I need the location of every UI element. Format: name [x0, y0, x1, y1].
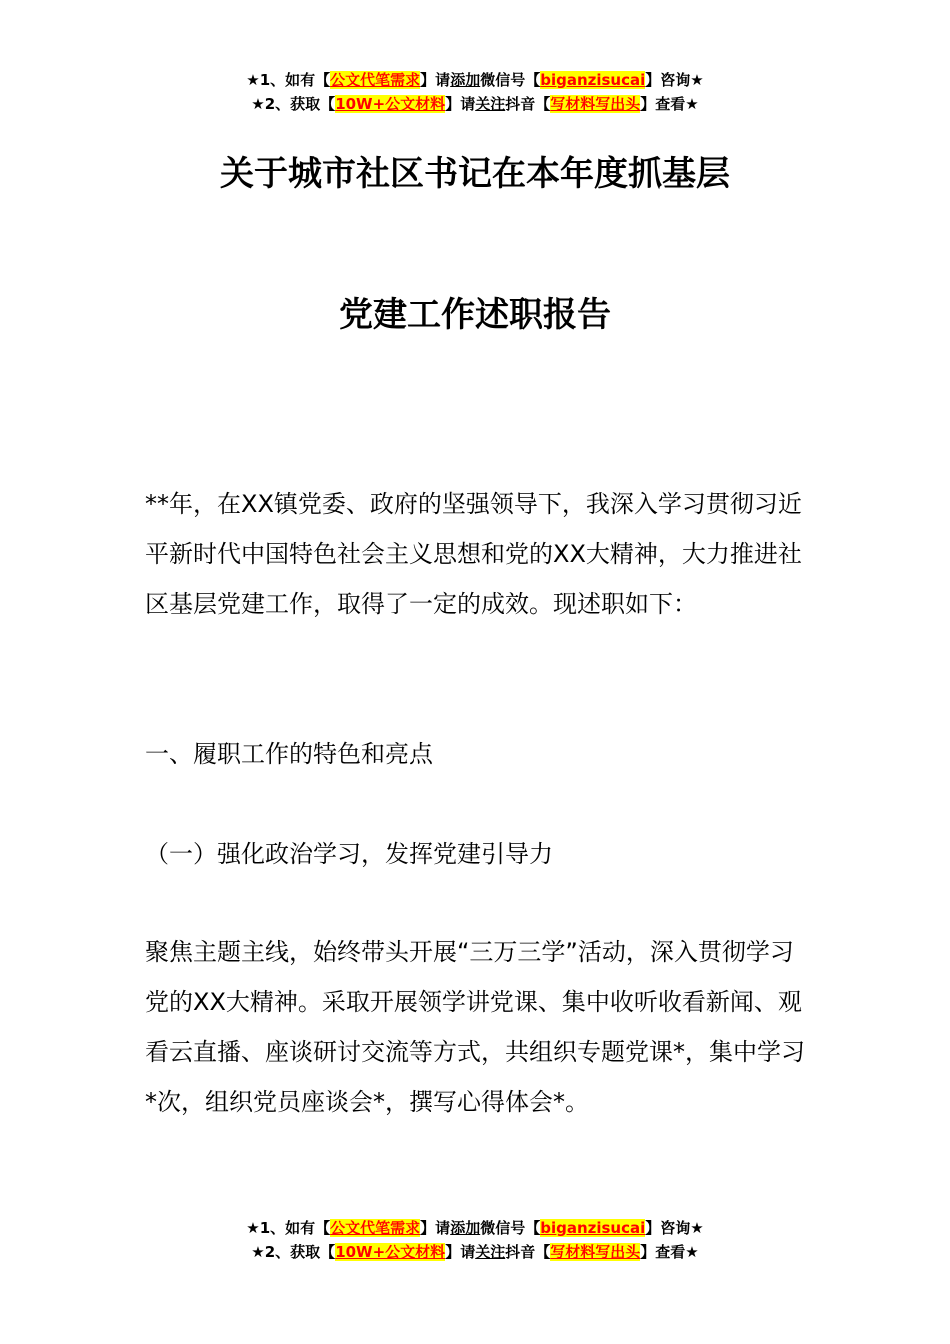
- promo-text: 抖音【: [505, 95, 551, 113]
- promo-text: 】查看★: [640, 95, 699, 113]
- subsection-heading: （一）强化政治学习，发挥党建引导力: [145, 840, 553, 868]
- promo-highlight: 10W+公文材料: [335, 1243, 446, 1261]
- promo-text: 抖音【: [505, 1243, 551, 1261]
- promo-line-2: [0, 92, 950, 116]
- promo-text: 】请: [420, 71, 451, 89]
- promo-line-1: [0, 1216, 950, 1240]
- promo-text: 】咨询★: [645, 1219, 704, 1237]
- promo-underline: 关注: [475, 95, 506, 113]
- section-heading: 一、履职工作的特色和亮点: [145, 740, 433, 768]
- promo-underline: 添加: [450, 71, 481, 89]
- promo-highlight: 写材料写出头: [550, 1243, 641, 1261]
- promo-underline: 添加: [450, 1219, 481, 1237]
- intro-paragraph: **年，在XX镇党委、政府的坚强领导下，我深入学习贯彻习近平新时代中国特色社会主义思想和党的XX大精神，大力推进社区基层党建工作，取得了一定的成效。现述职如下：: [145, 490, 802, 618]
- promo-text: 】请: [445, 95, 476, 113]
- promo-text: ★1、如有【: [246, 71, 331, 89]
- promo-line-2: [0, 1240, 950, 1264]
- promo-text: ★2、获取【: [251, 95, 336, 113]
- promo-line-1: [0, 68, 950, 92]
- promo-text: 】请: [420, 1219, 451, 1237]
- promo-underline: 关注: [475, 1243, 506, 1261]
- promo-highlight: 写材料写出头: [550, 95, 641, 113]
- promo-header: [0, 68, 950, 116]
- promo-text: 】查看★: [640, 1243, 699, 1261]
- promo-text: 】请: [445, 1243, 476, 1261]
- promo-highlight: 10W+公文材料: [335, 95, 446, 113]
- promo-text: 微信号【: [480, 71, 541, 89]
- body-paragraph: 聚焦主题主线，始终带头开展“三万三学”活动，深入贯彻学习党的XX大精神。采取开展领学讲党课、集中收听收看新闻、观看云直播、座谈研讨交流等方式，共组织专题党课*，集中学习*次，组织党员座谈会*，撰写心得体会*。: [145, 938, 805, 1116]
- document-title-line-2: 党建工作述职报告: [339, 295, 611, 335]
- promo-highlight: 公文代笔需求: [330, 71, 421, 89]
- promo-text: ★2、获取【: [251, 1243, 336, 1261]
- promo-text: 微信号【: [480, 1219, 541, 1237]
- promo-highlight: 公文代笔需求: [330, 1219, 421, 1237]
- promo-highlight: biganzisucai: [540, 71, 646, 89]
- promo-text: ★1、如有【: [246, 1219, 331, 1237]
- promo-text: 】咨询★: [645, 71, 704, 89]
- promo-highlight: biganzisucai: [540, 1219, 646, 1237]
- promo-footer: [0, 1216, 950, 1264]
- document-title-line-1: 关于城市社区书记在本年度抓基层: [220, 154, 730, 194]
